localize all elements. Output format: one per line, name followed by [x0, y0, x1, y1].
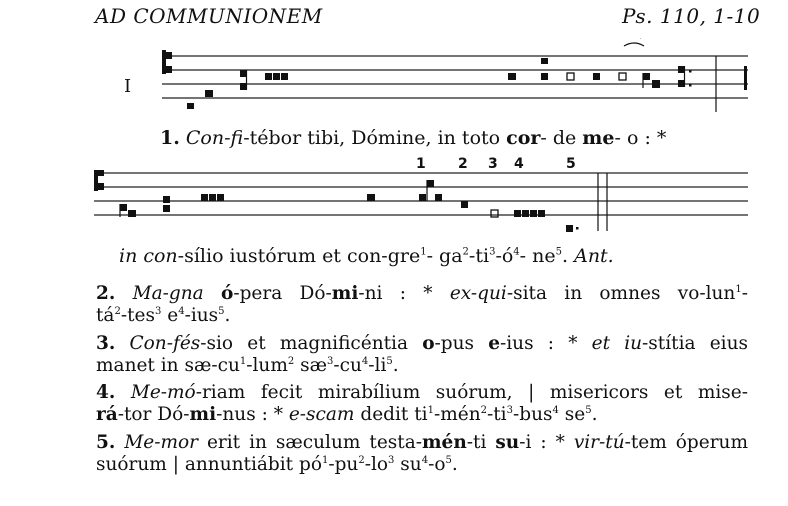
lyric-line-2: in con-sílio iustórum et con-gre$^1$- $ga^2-ti^3-ó^4-$ $ne^5$. Ant. [119, 245, 614, 267]
slur-mark [624, 43, 644, 46]
double-bar-line [598, 173, 607, 231]
staff-2 [0, 170, 788, 240]
verse-4: 4. Me-mó-riam fecit mirabílium suórum, | misericors et mise- rá-tor Dó-mi-nus : * e-scam dedit $ti^1-mén^2-ti^3-bus^4$ $se^5$. [96, 382, 748, 425]
intonation-number-2: 2 [458, 156, 468, 172]
psalm-reference: Ps. 110, 1-10 [622, 4, 761, 28]
mode-numeral: I [124, 76, 132, 97]
verse-2: 2. Ma-gna ó-pera Dó-mi-ni : * ex-qui-sita in omnes vo-lun$^1$- $tá^2-tes^3$ $e^4-ius^5$. [96, 283, 748, 326]
intonation-number-3: 3 [488, 156, 498, 172]
intonation-number-5: 5 [566, 156, 576, 172]
clef-c-icon [162, 50, 172, 74]
intonation-number-4: 4 [514, 156, 524, 172]
neume-group [120, 180, 579, 232]
verse-3: 3. Con-fés-sio et magnificéntia o-pus e-ius : * et iu-stítia eius manet in $sæ-cu^1-lum^2$ $sæ^3-cu^4-li^5$. [96, 333, 748, 376]
chant-title: AD COMMUNIONEM [95, 4, 323, 28]
intonation-number-1: 1 [416, 156, 426, 172]
lyric-line-1: 1. Con-fi-tébor tibi, Dómine, in toto cor- de me- o : * [160, 127, 667, 149]
clef-c-icon [94, 170, 104, 191]
next-clef-icon [744, 66, 747, 90]
verse-5: 5. Me-mor erit in sæculum testa-mén-ti su-i : * vir-tú-tem óperum suórum | annuntiábit $pó^1-pu^2-lo^3$ $su^4-o^5$. [96, 432, 749, 475]
